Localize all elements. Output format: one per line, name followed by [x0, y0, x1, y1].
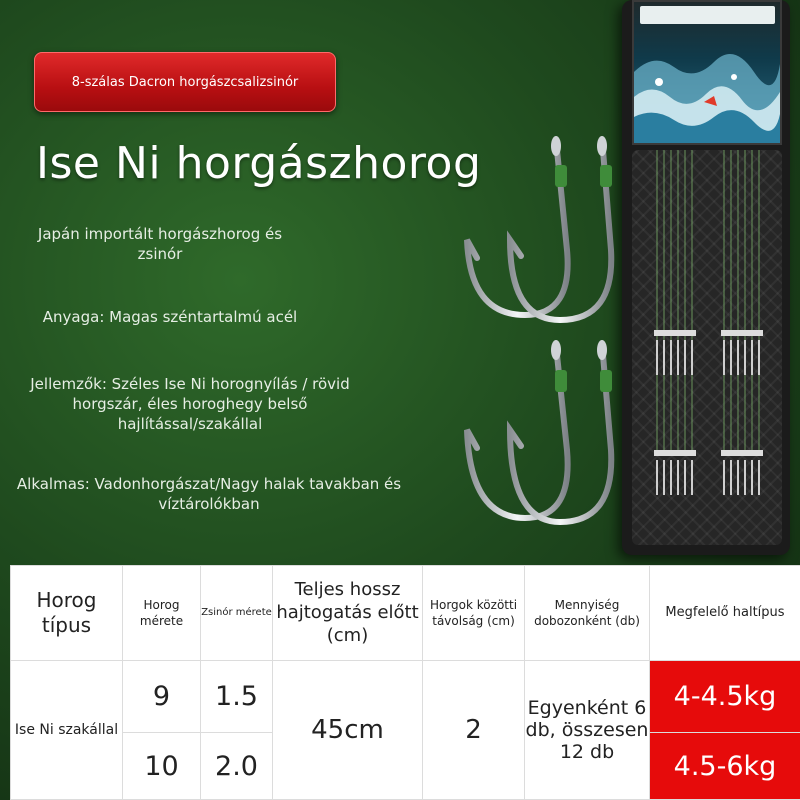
product-title: Ise Ni horgászhorog [36, 138, 482, 189]
feature-origin: Japán importált horgászhorog és zsinór [37, 225, 283, 263]
header-spacing: Horgok közötti távolság (cm) [423, 566, 525, 661]
fishing-hooks-image [455, 130, 655, 550]
header-quantity: Mennyiség dobozonként (db) [525, 566, 650, 661]
header-type: Horog típus [11, 566, 123, 661]
cell-line-size: 2.0 [201, 733, 273, 800]
feature-usage: Alkalmas: Vadonhorgászat/Nagy halak tavakban és víztárolókban [16, 475, 402, 513]
cell-hook-size: 10 [123, 733, 201, 800]
cell-spacing: 2 [423, 660, 525, 799]
package-label [640, 6, 775, 24]
table-header-row [11, 566, 800, 661]
header-hook-size: Horog mérete [123, 566, 201, 661]
header-fish: Megfelelő haltípus [650, 566, 800, 661]
table-row [11, 660, 800, 733]
cell-hook-size: 9 [123, 660, 201, 733]
feature-material: Anyaga: Magas széntartalmú acél [42, 308, 298, 326]
cell-line-size: 1.5 [201, 660, 273, 733]
cell-quantity: Egyenként 6 db, összesen 12 db [525, 660, 650, 799]
header-length: Teljes hossz hajtogatás előtt (cm) [273, 566, 423, 661]
feature-characteristics: Jellemzők: Széles Ise Ni horognyílás / rövid horgszár, éles horoghegy belső hajlítással/szakállal [30, 375, 350, 433]
material-badge: 8-szálas Dacron horgászcsalizsinór [34, 52, 336, 112]
header-line-size: Zsinór mérete [201, 566, 273, 661]
cell-type: Ise Ni szakállal [11, 660, 123, 799]
cell-fish: 4-4.5kg [650, 660, 800, 733]
cell-fish: 4.5-6kg [650, 733, 800, 800]
spec-table [10, 565, 800, 800]
cell-length: 45cm [273, 660, 423, 799]
